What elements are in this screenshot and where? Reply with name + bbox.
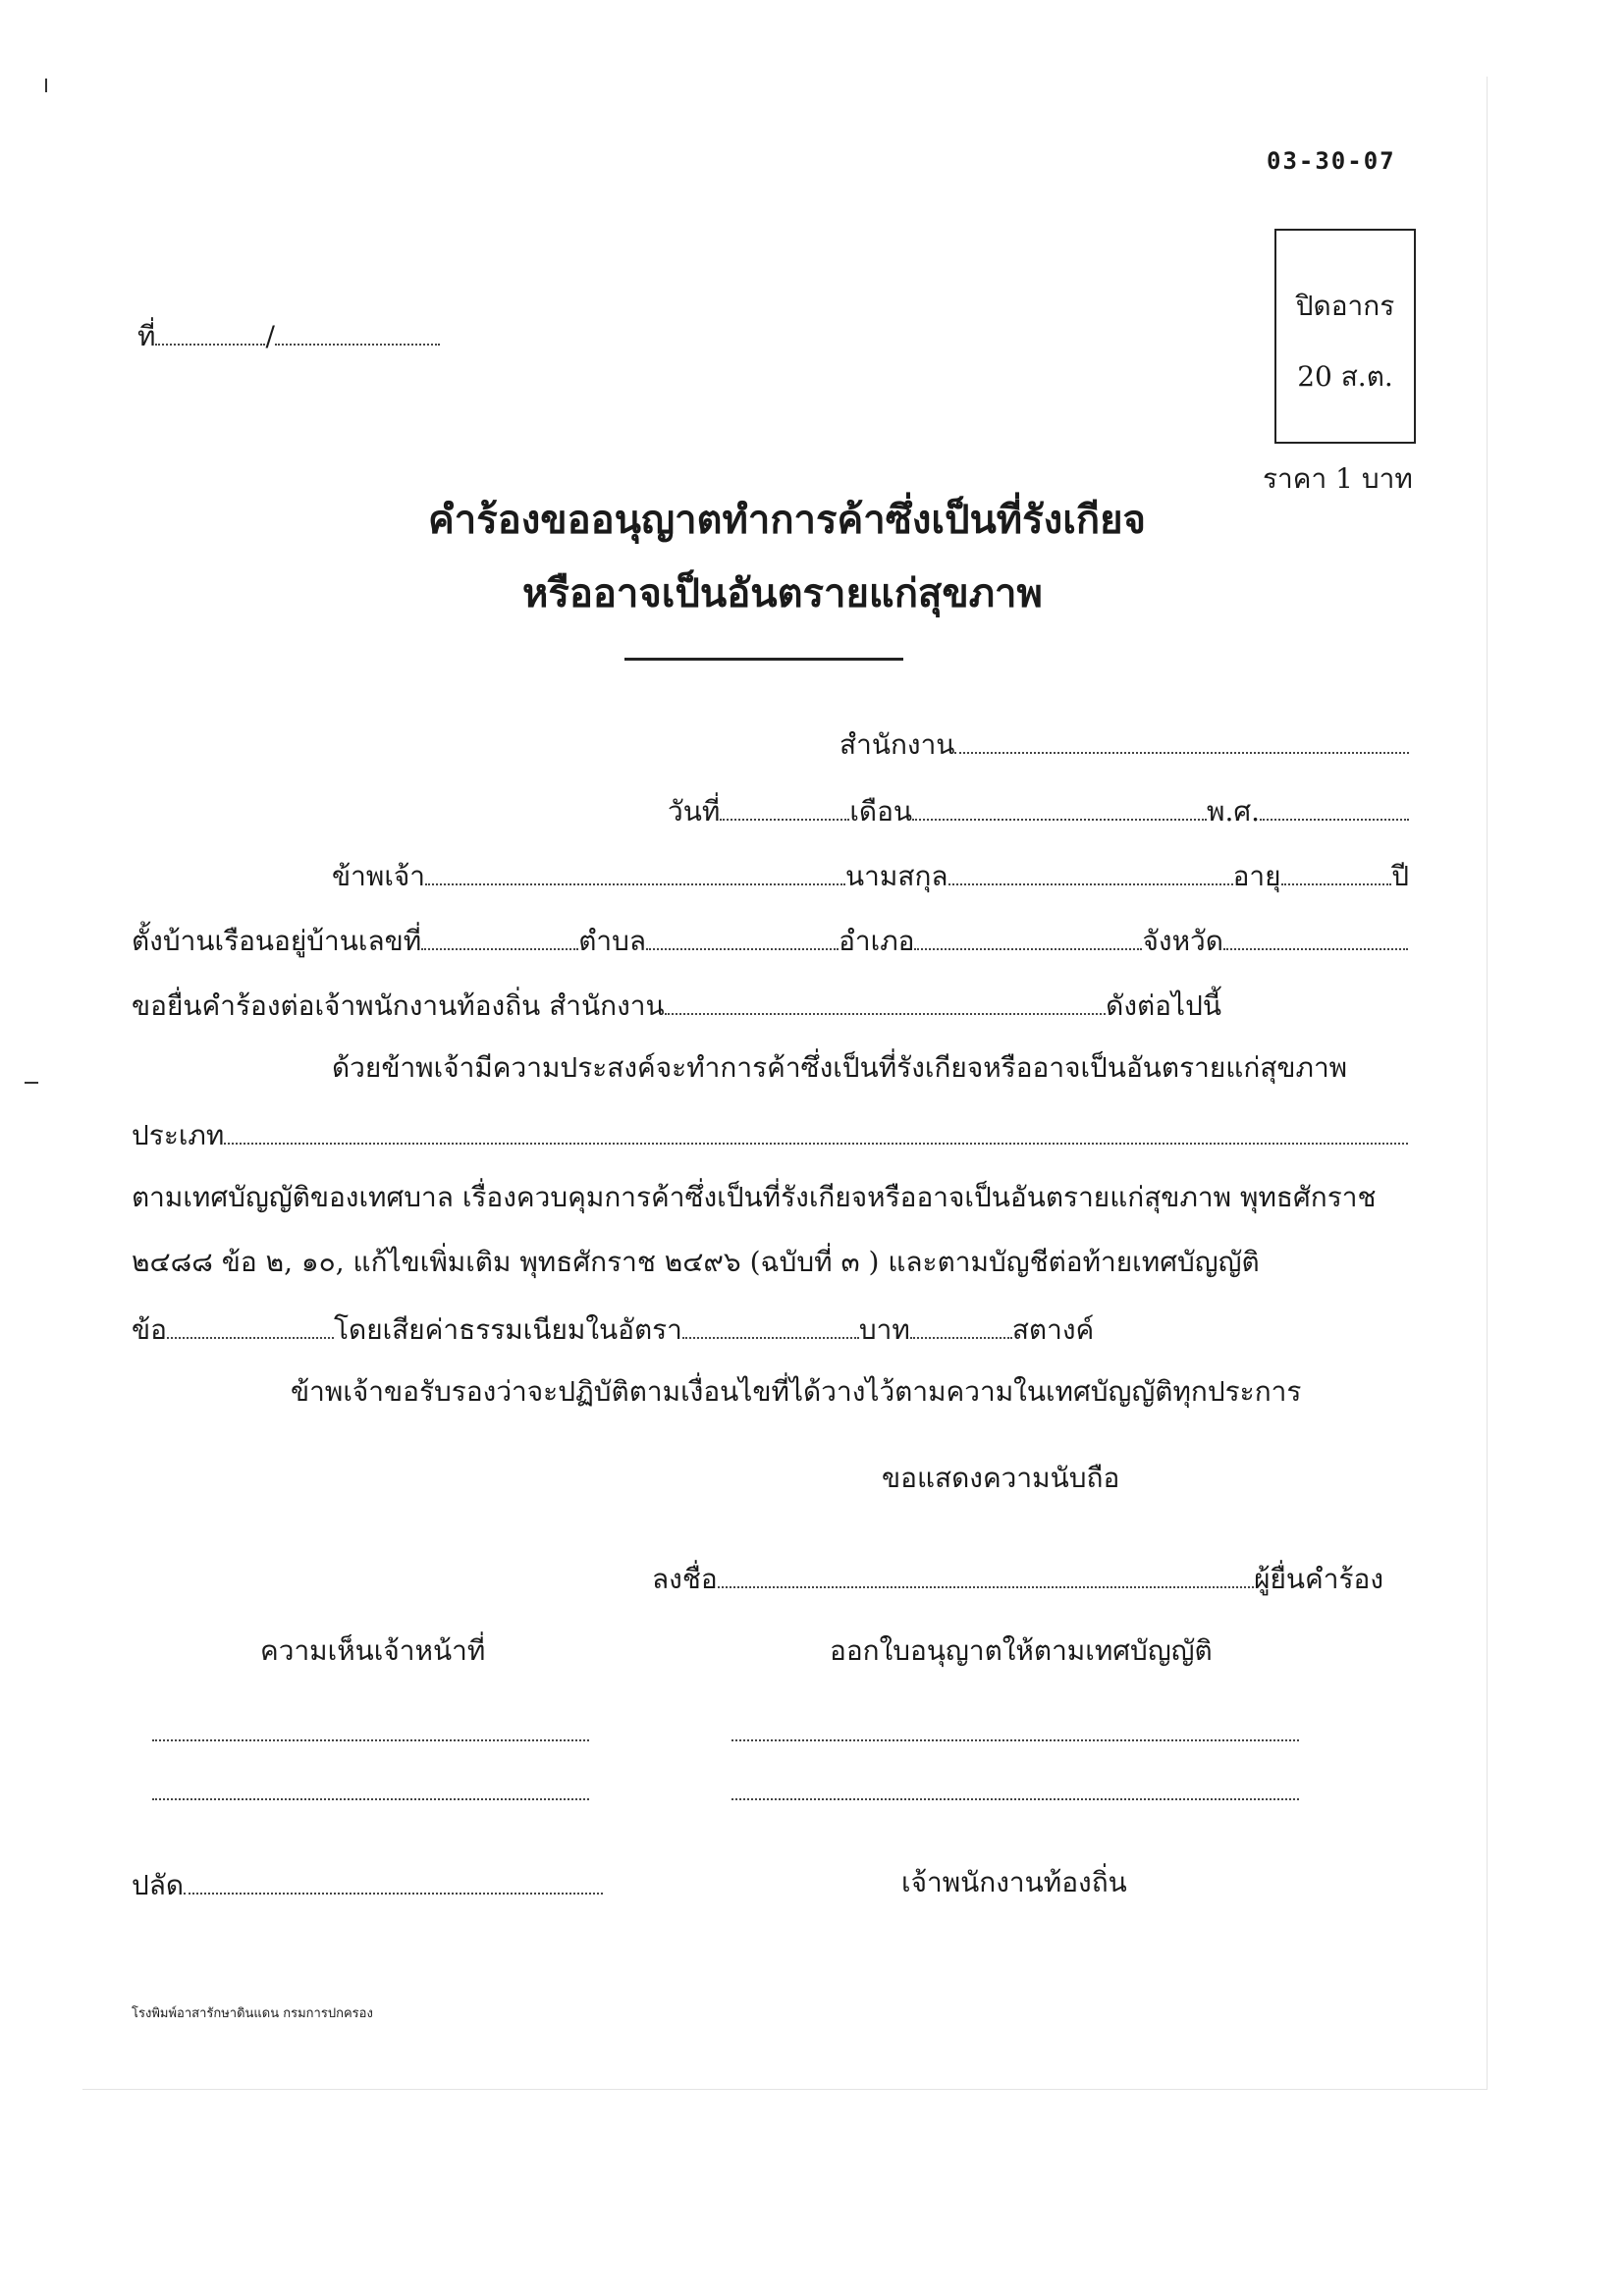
fee-satang-field[interactable] [910,1309,1012,1339]
issue-permit-heading: ออกใบอนุญาตให้ตามเทศบัญญัติ [830,1634,1213,1667]
printer-footer: โรงพิมพ์อาสารักษาดินแดน กรมการปกครอง [132,2006,373,2021]
submit-label: ขอยื่นคำร้องต่อเจ้าพนักงานท้องถิ่น สำนักงาน [132,989,665,1022]
submit-row [132,986,1221,1024]
name-row [332,856,1409,894]
date-label: วันที่ [668,795,721,828]
form-code: 03-30-07 [1267,147,1396,175]
age-field[interactable] [1281,856,1392,885]
address-row [132,921,1408,959]
local-officer-label: เจ้าพนักงานท้องถิ่น [901,1866,1127,1898]
regards-text: ขอแสดงความนับถือ [882,1462,1120,1494]
subdistrict-label: ตำบล [578,925,647,957]
form-title-line1: คำร้องขออนุญาตทำการค้าซึ่งเป็นที่รังเกียจ [428,497,1146,543]
trade-type-field[interactable] [224,1115,1408,1145]
subdistrict-field[interactable] [646,921,839,950]
surname-label: นามสกุล [845,860,948,892]
province-label: จังหวัด [1142,925,1223,957]
applicant-role-label: ผู้ยื่นคำร้อง [1254,1563,1383,1595]
clause-label: ข้อ [132,1313,167,1346]
type-label: ประเภท [132,1119,225,1151]
issue-permit-line-2[interactable] [731,1796,1299,1800]
age-label: อายุ [1232,860,1281,892]
certify-text: ข้าพเจ้าขอรับรองว่าจะปฏิบัติตามเงื่อนไขที่ได้วางไว้ตามความในเทศบัญญัติทุกประการ [291,1375,1302,1408]
month-label: เดือน [849,795,913,828]
clerk-label: ปลัด [132,1869,185,1901]
applicant-name-field[interactable] [425,856,845,885]
duty-stamp-box [1274,229,1416,444]
form-title-line2: หรืออาจเป็นอันตรายแก่สุขภาพ [522,570,1043,616]
type-row [132,1115,1408,1153]
date-field[interactable] [720,791,849,821]
house-number-field[interactable] [421,921,578,950]
law-text-line2: ๒๔๘๘ ข้อ ๒, ๑๐, แก้ไขเพิ่มเติม พุทธศักราช ๒๔๙๖ (ฉบับที่ ๓ ) และตามบัญชีต่อท้ายเทศบัญญัติ [132,1246,1260,1278]
reference-number: ที่ / [137,316,440,354]
satang-label: สตางค์ [1011,1313,1095,1346]
law-text-line1: ตามเทศบัญญัติของเทศบาล เรื่องควบคุมการค้าซึ่งเป็นที่รังเกียจหรืออาจเป็นอันตรายแก่สุขภาพ พุทธศักราช [132,1181,1377,1213]
fee-label: โดยเสียค่าธรรมเนียมในอัตรา [333,1313,682,1346]
intent-text: ด้วยข้าพเจ้ามีความประสงค์จะทำการค้าซึ่งเป็นที่รังเกียจหรืออาจเป็นอันตรายแก่สุขภาพ [332,1051,1348,1084]
month-field[interactable] [912,791,1207,821]
clerk-signature-field[interactable] [184,1865,603,1895]
fee-row [132,1309,1113,1348]
year-label: พ.ศ. [1207,795,1261,828]
applicant-signature-field[interactable] [718,1559,1254,1588]
issue-permit-line-1[interactable] [731,1737,1299,1741]
as-follows-label: ดังต่อไปนี้ [1106,989,1221,1022]
clause-field[interactable] [167,1309,334,1339]
baht-label: บาท [858,1313,910,1346]
office-field[interactable] [954,724,1409,754]
submit-office-field[interactable] [665,986,1106,1015]
surname-field[interactable] [948,856,1233,885]
signature-label: ลงชื่อ [652,1563,718,1595]
office-row [839,724,1409,763]
officer-opinion-heading: ความเห็นเจ้าหน้าที่ [260,1634,486,1667]
district-label: อำเภอ [839,925,915,957]
date-row [668,791,1409,829]
address-label: ตั้งบ้านเรือนอยู่บ้านเลขที่ [132,925,422,957]
reference-year-field[interactable] [275,316,440,346]
district-field[interactable] [914,921,1142,950]
officer-opinion-line-2[interactable] [152,1796,589,1800]
stamp-label: ปิดอากร [1295,290,1395,322]
office-label: สำนักงาน [839,728,955,761]
province-field[interactable] [1223,921,1408,950]
reference-label: ที่ [137,320,156,352]
fee-baht-field[interactable] [682,1309,859,1339]
age-unit: ปี [1391,860,1409,892]
year-field[interactable] [1260,791,1409,821]
scan-mark [25,1082,38,1084]
title-divider [624,658,903,661]
officer-opinion-line-1[interactable] [152,1737,589,1741]
form-price: ราคา 1 บาท [1263,462,1413,495]
signature-row [652,1559,1383,1597]
applicant-label: ข้าพเจ้า [332,860,426,892]
reference-number-field[interactable] [155,316,265,346]
scan-mark [45,79,47,92]
clerk-row [132,1865,603,1903]
stamp-value: 20 ส.ต. [1297,360,1393,393]
